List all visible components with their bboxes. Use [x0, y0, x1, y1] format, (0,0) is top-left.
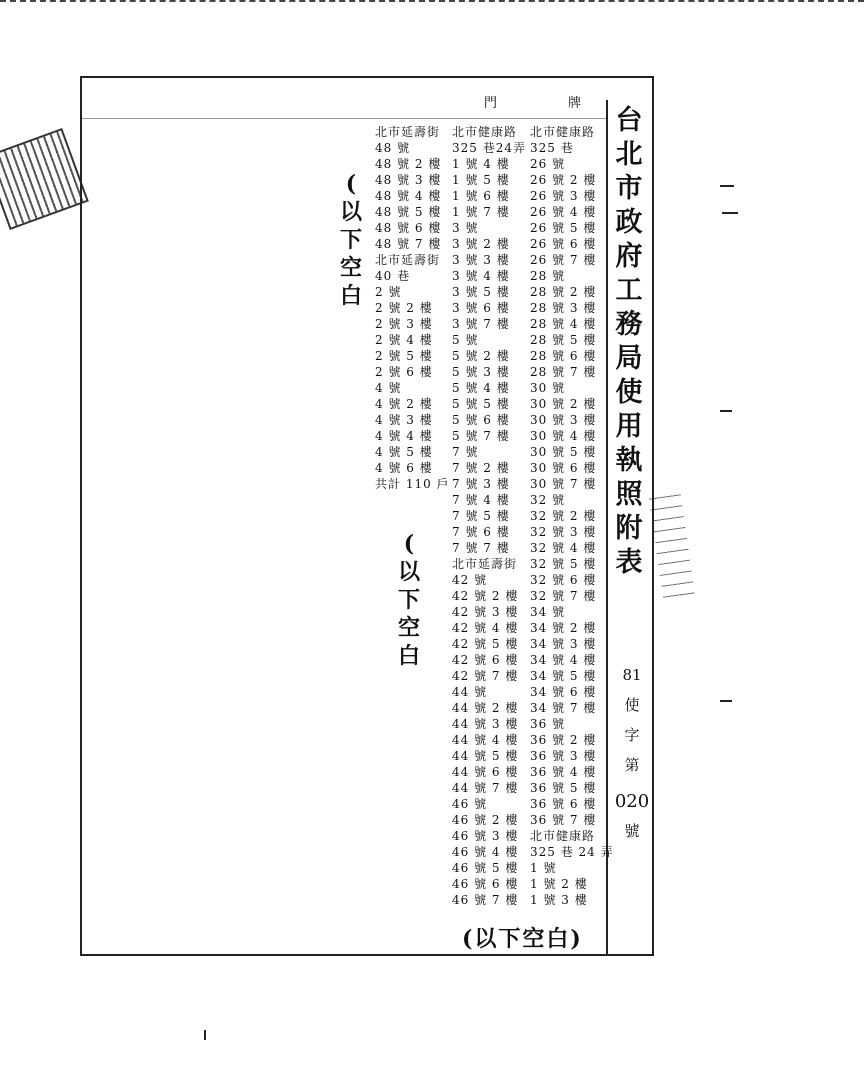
- blank-note-char: 下: [397, 587, 420, 613]
- address-entry: 34 號 2 樓: [530, 621, 597, 635]
- title-char: 照: [615, 479, 643, 510]
- address-entry: 2 號 2 樓: [375, 301, 433, 315]
- address-entry: 1 號 5 樓: [452, 173, 510, 187]
- address-entry: 26 號 6 樓: [530, 237, 597, 251]
- doc-suffix: 號: [624, 822, 640, 840]
- address-entry: 44 號 5 樓: [452, 749, 519, 763]
- address-entry: 5 號: [452, 333, 479, 347]
- address-entry: 北市延壽街: [375, 125, 441, 139]
- document-title: [614, 104, 644, 580]
- address-entry: 26 號 3 樓: [530, 189, 597, 203]
- address-entry: 5 號 5 樓: [452, 397, 510, 411]
- address-entry: 42 號 7 樓: [452, 669, 519, 683]
- address-entry: 36 號 2 樓: [530, 733, 597, 747]
- address-entry: 4 號 5 樓: [375, 445, 433, 459]
- address-entry: 44 號 6 樓: [452, 765, 519, 779]
- address-entry: 48 號 7 樓: [375, 237, 442, 251]
- address-entry: 36 號: [530, 717, 566, 731]
- address-entry: 1 號 7 樓: [452, 205, 510, 219]
- blank-note-2: [394, 530, 424, 670]
- scan-edge-line: [0, 0, 864, 5]
- address-entry: 2 號 4 樓: [375, 333, 433, 347]
- address-entry: 30 號 3 樓: [530, 413, 597, 427]
- header-divider: [82, 118, 606, 119]
- title-char: 使: [615, 377, 643, 408]
- address-entry: 42 號 5 樓: [452, 637, 519, 651]
- address-entry: 2 號 6 樓: [375, 365, 433, 379]
- blank-note-char: 下: [339, 227, 362, 253]
- address-entry: 36 號 4 樓: [530, 765, 597, 779]
- address-entry: 40 巷: [375, 269, 411, 283]
- address-entry: 48 號 5 樓: [375, 205, 442, 219]
- title-char: 局: [615, 343, 643, 374]
- address-entry: 4 號 4 樓: [375, 429, 433, 443]
- title-char: 市: [615, 173, 643, 204]
- address-entry: 48 號: [375, 141, 411, 155]
- address-entry: 3 號 5 樓: [452, 285, 510, 299]
- address-entry: 30 號: [530, 381, 566, 395]
- address-entry: 28 號 5 樓: [530, 333, 597, 347]
- address-entry: 44 號: [452, 685, 488, 699]
- doc-year: 81: [622, 666, 642, 684]
- blank-note-char: 以: [397, 559, 420, 585]
- address-entry: 32 號 2 樓: [530, 509, 597, 523]
- rubber-stamp-mark: [0, 128, 89, 230]
- address-entry: 48 號 4 樓: [375, 189, 442, 203]
- address-entry: 32 號 4 樓: [530, 541, 597, 555]
- address-entry: 7 號 5 樓: [452, 509, 510, 523]
- address-entry: 4 號 2 樓: [375, 397, 433, 411]
- title-char: 府: [615, 241, 643, 272]
- blank-note-3: (以下空白): [462, 926, 583, 952]
- address-entry: 32 號 7 樓: [530, 589, 597, 603]
- address-entry: 48 號 6 樓: [375, 221, 442, 235]
- address-entry: 26 號: [530, 157, 566, 171]
- address-entry: 48 號 3 樓: [375, 173, 442, 187]
- address-entry: 28 號 2 樓: [530, 285, 597, 299]
- title-char: 用: [615, 411, 643, 442]
- doc-char-3: 第: [624, 756, 640, 774]
- address-entry: 34 號 6 樓: [530, 685, 597, 699]
- blank-note-char: 白: [339, 283, 362, 309]
- address-column-a: [375, 124, 450, 492]
- blank-note-char: (: [345, 171, 357, 197]
- address-entry: 30 號 2 樓: [530, 397, 597, 411]
- address-entry: 5 號 7 樓: [452, 429, 510, 443]
- address-entry: 5 號 4 樓: [452, 381, 510, 395]
- address-entry: 28 號: [530, 269, 566, 283]
- address-entry: 32 號 6 樓: [530, 573, 597, 587]
- address-entry: 1 號 6 樓: [452, 189, 510, 203]
- address-entry: 46 號 7 樓: [452, 893, 519, 907]
- address-entry: 2 號: [375, 285, 402, 299]
- address-entry: 44 號 2 樓: [452, 701, 519, 715]
- scan-speck: [720, 185, 734, 187]
- address-entry: 34 號 4 樓: [530, 653, 597, 667]
- address-entry: 30 號 7 樓: [530, 477, 597, 491]
- scan-speck: [720, 410, 732, 412]
- address-entry: 42 號 6 樓: [452, 653, 519, 667]
- address-entry: 28 號 3 樓: [530, 301, 597, 315]
- address-entry: 36 號 3 樓: [530, 749, 597, 763]
- address-entry: 北市健康路: [452, 125, 518, 139]
- address-entry: 28 號 7 樓: [530, 365, 597, 379]
- address-entry: 34 號 5 樓: [530, 669, 597, 683]
- blank-note-char: 以: [339, 199, 362, 225]
- title-char: 台: [615, 105, 643, 136]
- address-entry: 1 號 4 樓: [452, 157, 510, 171]
- address-entry: 42 號: [452, 573, 488, 587]
- address-column-b: [452, 124, 526, 908]
- address-entry: 4 號 6 樓: [375, 461, 433, 475]
- address-entry: 4 號 3 樓: [375, 413, 433, 427]
- address-entry: 28 號 6 樓: [530, 349, 597, 363]
- address-entry: 7 號: [452, 445, 479, 459]
- address-entry: 2 號 5 樓: [375, 349, 433, 363]
- address-entry: 325 巷24弄: [452, 141, 526, 155]
- address-entry: 5 號 3 樓: [452, 365, 510, 379]
- blank-note-1: [336, 170, 366, 310]
- address-entry: 32 號 3 樓: [530, 525, 597, 539]
- address-entry: 30 號 4 樓: [530, 429, 597, 443]
- address-entry: 3 號 3 樓: [452, 253, 510, 267]
- address-entry: 26 號 4 樓: [530, 205, 597, 219]
- address-entry: 26 號 5 樓: [530, 221, 597, 235]
- address-entry: 32 號 5 樓: [530, 557, 597, 571]
- address-entry: 3 號 4 樓: [452, 269, 510, 283]
- address-entry: 3 號 6 樓: [452, 301, 510, 315]
- address-entry: 44 號 4 樓: [452, 733, 519, 747]
- title-char: 附: [615, 513, 643, 544]
- address-entry: 36 號 7 樓: [530, 813, 597, 827]
- address-entry: 32 號: [530, 493, 566, 507]
- address-entry: 共計 110 戶: [375, 477, 450, 491]
- address-entry: 42 號 3 樓: [452, 605, 519, 619]
- address-entry: 1 號: [530, 861, 557, 875]
- address-entry: 46 號 5 樓: [452, 861, 519, 875]
- address-entry: 36 號 5 樓: [530, 781, 597, 795]
- scan-speck: [720, 700, 732, 702]
- address-entry: 34 號 7 樓: [530, 701, 597, 715]
- blank-note-char: 空: [397, 615, 420, 641]
- address-entry: 46 號 6 樓: [452, 877, 519, 891]
- blank-note-char: 空: [339, 255, 362, 281]
- address-entry: 325 巷: [530, 141, 574, 155]
- address-entry: 1 號 3 樓: [530, 893, 588, 907]
- address-entry: 2 號 3 樓: [375, 317, 433, 331]
- address-entry: 7 號 6 樓: [452, 525, 510, 539]
- address-entry: 34 號 3 樓: [530, 637, 597, 651]
- address-entry: 46 號 3 樓: [452, 829, 519, 843]
- address-entry: 325 巷 24 弄: [530, 845, 614, 859]
- title-char: 政: [615, 207, 643, 238]
- address-entry: 5 號 6 樓: [452, 413, 510, 427]
- address-entry: 30 號 5 樓: [530, 445, 597, 459]
- address-entry: 42 號 2 樓: [452, 589, 519, 603]
- address-entry: 44 號 7 樓: [452, 781, 519, 795]
- doc-number-value: 020: [614, 791, 650, 812]
- address-entry: 7 號 3 樓: [452, 477, 510, 491]
- address-entry: 北市延壽街: [452, 557, 518, 571]
- blank-note-char: (: [403, 531, 415, 557]
- seal-mark: [649, 490, 696, 603]
- address-entry: 46 號: [452, 797, 488, 811]
- address-entry: 46 號 2 樓: [452, 813, 519, 827]
- address-column-c: [530, 124, 614, 908]
- address-entry: 30 號 6 樓: [530, 461, 597, 475]
- address-entry: 48 號 2 樓: [375, 157, 442, 171]
- address-entry: 5 號 2 樓: [452, 349, 510, 363]
- address-entry: 28 號 4 樓: [530, 317, 597, 331]
- address-entry: 46 號 4 樓: [452, 845, 519, 859]
- title-char: 執: [615, 445, 643, 476]
- address-entry: 北市健康路: [530, 829, 596, 843]
- address-entry: 3 號 2 樓: [452, 237, 510, 251]
- header-mark-left: 門: [484, 96, 500, 111]
- scan-speck: [722, 212, 738, 214]
- title-char: 務: [615, 309, 643, 340]
- address-entry: 4 號: [375, 381, 402, 395]
- header-mark-right: 牌: [568, 96, 584, 111]
- address-entry: 7 號 7 樓: [452, 541, 510, 555]
- address-entry: 1 號 2 樓: [530, 877, 588, 891]
- address-entry: 7 號 4 樓: [452, 493, 510, 507]
- address-entry: 3 號 7 樓: [452, 317, 510, 331]
- scan-speck: [204, 1030, 206, 1040]
- address-entry: 北市健康路: [530, 125, 596, 139]
- address-entry: 北市延壽街: [375, 253, 441, 267]
- doc-char-1: 使: [624, 696, 640, 714]
- address-entry: 26 號 7 樓: [530, 253, 597, 267]
- doc-char-2: 字: [624, 726, 640, 744]
- address-entry: 44 號 3 樓: [452, 717, 519, 731]
- address-entry: 26 號 2 樓: [530, 173, 597, 187]
- title-char: 北: [615, 139, 643, 170]
- address-entry: 3 號: [452, 221, 479, 235]
- address-entry: 36 號 6 樓: [530, 797, 597, 811]
- address-entry: 7 號 2 樓: [452, 461, 510, 475]
- address-entry: 42 號 4 樓: [452, 621, 519, 635]
- address-entry: 34 號: [530, 605, 566, 619]
- title-char: 工: [615, 275, 643, 306]
- title-char: 表: [615, 547, 643, 578]
- document-number: [612, 660, 652, 846]
- blank-note-char: 白: [397, 643, 420, 669]
